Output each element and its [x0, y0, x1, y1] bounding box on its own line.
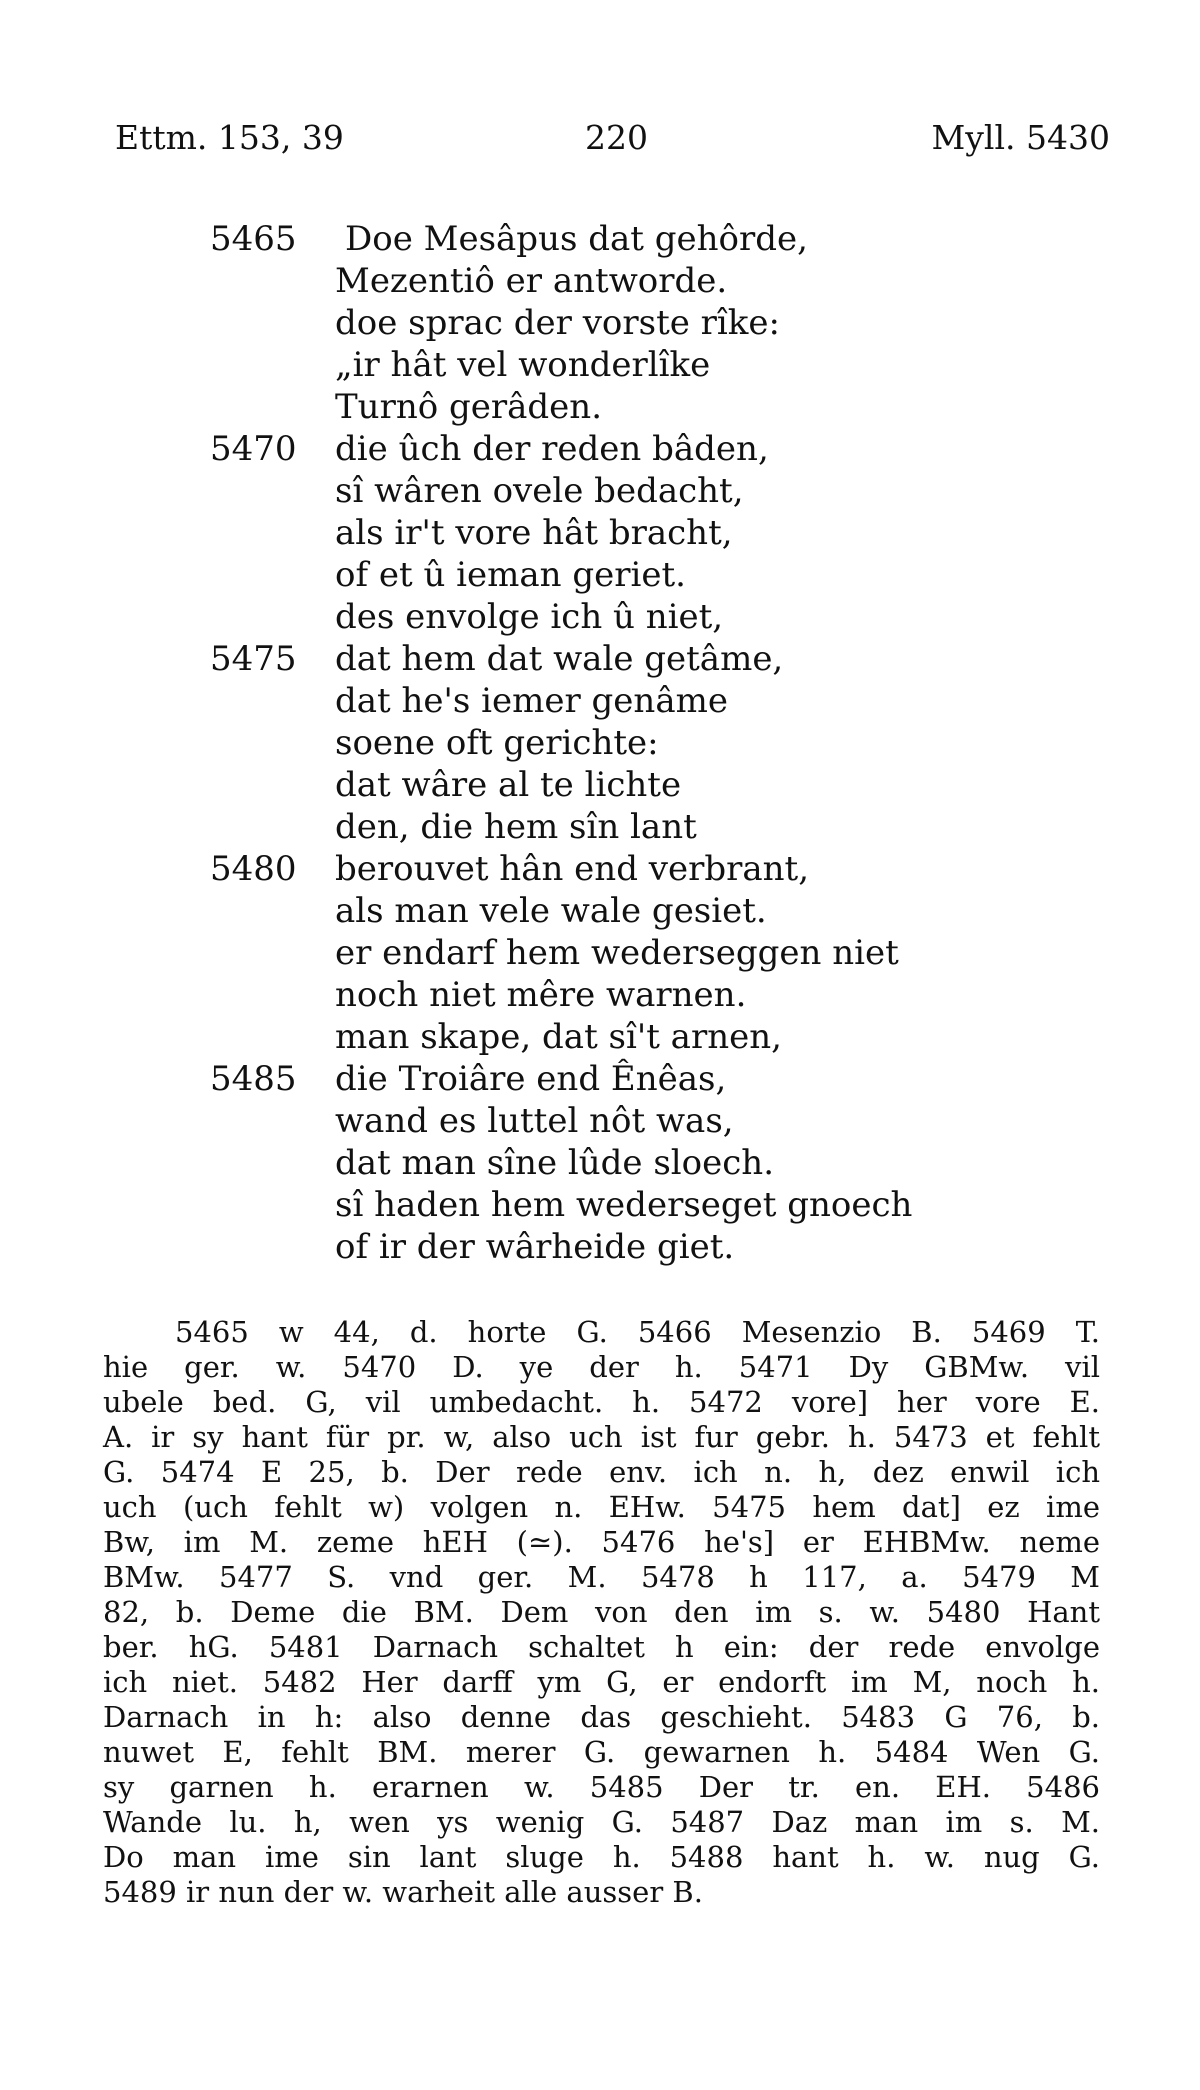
verse-number: 5480 [210, 849, 297, 889]
apparatus-line: Bw, im M. zeme hEH (≃). 5476 he's] er EHBMw. neme [103, 1525, 1100, 1559]
verse-line [0, 512, 1200, 554]
verse-line [0, 1100, 1200, 1142]
verse-line [0, 302, 1200, 344]
apparatus-line: Wande lu. h, wen ys wenig G. 5487 Daz man im s. M. [103, 1805, 1100, 1839]
apparatus-line: ber. hG. 5481 Darnach schaltet h ein: der rede envolge [103, 1630, 1100, 1664]
apparatus-line: Do man ime sin lant sluge h. 5488 hant h. w. nug G. [103, 1840, 1100, 1874]
verse-line [0, 596, 1200, 638]
verse-text: man skape, dat sî't arnen, [335, 1017, 782, 1057]
apparatus-line: hie ger. w. 5470 D. ye der h. 5471 Dy GBMw. vil [103, 1350, 1100, 1384]
verse-number: 5465 [210, 219, 297, 259]
verse-text: sî haden hem wederseget gnoech [335, 1185, 913, 1225]
verse-text: dat wâre al te lichte [335, 765, 682, 805]
verse-line [0, 680, 1200, 722]
apparatus-line: G. 5474 E 25, b. Der rede env. ich n. h, dez enwil ich [103, 1455, 1100, 1489]
verse-text: Mezentiô er antworde. [335, 261, 728, 301]
verse-text: dat he's iemer genâme [335, 681, 728, 721]
verse-line [0, 1226, 1200, 1268]
verse-line [0, 806, 1200, 848]
running-head [115, 118, 1110, 166]
apparatus-line: ich niet. 5482 Her darff ym G, er endorft im M, noch h. [103, 1665, 1100, 1699]
verse-block [0, 218, 1200, 1268]
apparatus-line: ubele bed. G, vil umbedacht. h. 5472 vore] her vore E. [103, 1385, 1100, 1419]
verse-text: doe sprac der vorste rîke: [335, 303, 780, 343]
verse-line [0, 848, 1200, 890]
apparatus-line: BMw. 5477 S. vnd ger. M. 5478 h 117, a. 5479 M [103, 1560, 1100, 1594]
verse-line [0, 470, 1200, 512]
verse-line [0, 1016, 1200, 1058]
apparatus-paragraph [103, 1315, 1100, 1910]
verse-line [0, 974, 1200, 1016]
running-head-right: Myll. 5430 [931, 118, 1110, 157]
verse-text: of et û ieman geriet. [335, 555, 686, 595]
verse-text: als ir't vore hât bracht, [335, 513, 733, 553]
verse-line [0, 932, 1200, 974]
verse-text: die ûch der reden bâden, [335, 429, 769, 469]
verse-text: die Troiâre end Ênêas, [335, 1059, 727, 1099]
verse-number: 5475 [210, 639, 297, 679]
verse-line [0, 764, 1200, 806]
verse-text: als man vele wale gesiet. [335, 891, 767, 931]
verse-text: noch niet mêre warnen. [335, 975, 747, 1015]
page-number: 220 [585, 118, 648, 157]
apparatus-line: uch (uch fehlt w) volgen n. EHw. 5475 hem dat] ez ime [103, 1490, 1100, 1524]
verse-line [0, 722, 1200, 764]
verse-line [0, 1142, 1200, 1184]
verse-text: dat hem dat wale getâme, [335, 639, 784, 679]
running-head-left: Ettm. 153, 39 [115, 118, 344, 157]
apparatus-line: 82, b. Deme die BM. Dem von den im s. w. 5480 Hant [103, 1595, 1100, 1629]
verse-text: den, die hem sîn lant [335, 807, 697, 847]
verse-number: 5485 [210, 1059, 297, 1099]
verse-line [0, 428, 1200, 470]
apparatus-line: A. ir sy hant für pr. w, also uch ist fur gebr. h. 5473 et fehlt [103, 1420, 1100, 1454]
apparatus-line: 5465 w 44, d. horte G. 5466 Mesenzio B. 5469 T. [175, 1315, 1100, 1349]
verse-text: soene oft gerichte: [335, 723, 659, 763]
verse-line [0, 344, 1200, 386]
verse-text: sî wâren ovele bedacht, [335, 471, 744, 511]
verse-line [0, 1184, 1200, 1226]
verse-line [0, 218, 1200, 260]
critical-apparatus [103, 1315, 1100, 1910]
verse-text: Turnô gerâden. [335, 387, 603, 427]
verse-text: des envolge ich û niet, [335, 597, 724, 637]
verse-number: 5470 [210, 429, 297, 469]
apparatus-line: nuwet E, fehlt BM. merer G. gewarnen h. 5484 Wen G. [103, 1735, 1100, 1769]
verse-line [0, 890, 1200, 932]
verse-text: wand es luttel nôt was, [335, 1101, 734, 1141]
verse-line [0, 1058, 1200, 1100]
verse-text: of ir der wârheide giet. [335, 1227, 735, 1267]
verse-line [0, 260, 1200, 302]
verse-text: er endarf hem wederseggen niet [335, 933, 899, 973]
apparatus-line: Darnach in h: also denne das geschieht. 5483 G 76, b. [103, 1700, 1100, 1734]
verse-text: dat man sîne lûde sloech. [335, 1143, 774, 1183]
verse-line [0, 554, 1200, 596]
apparatus-line: 5489 ir nun der w. warheit alle ausser B. [103, 1875, 703, 1909]
verse-text: „ir hât vel wonderlîke [335, 345, 711, 385]
verse-text: berouvet hân end verbrant, [335, 849, 810, 889]
verse-text: Doe Mesâpus dat gehôrde, [345, 219, 808, 259]
verse-line [0, 638, 1200, 680]
apparatus-line: sy garnen h. erarnen w. 5485 Der tr. en. EH. 5486 [103, 1770, 1100, 1804]
verse-line [0, 386, 1200, 428]
